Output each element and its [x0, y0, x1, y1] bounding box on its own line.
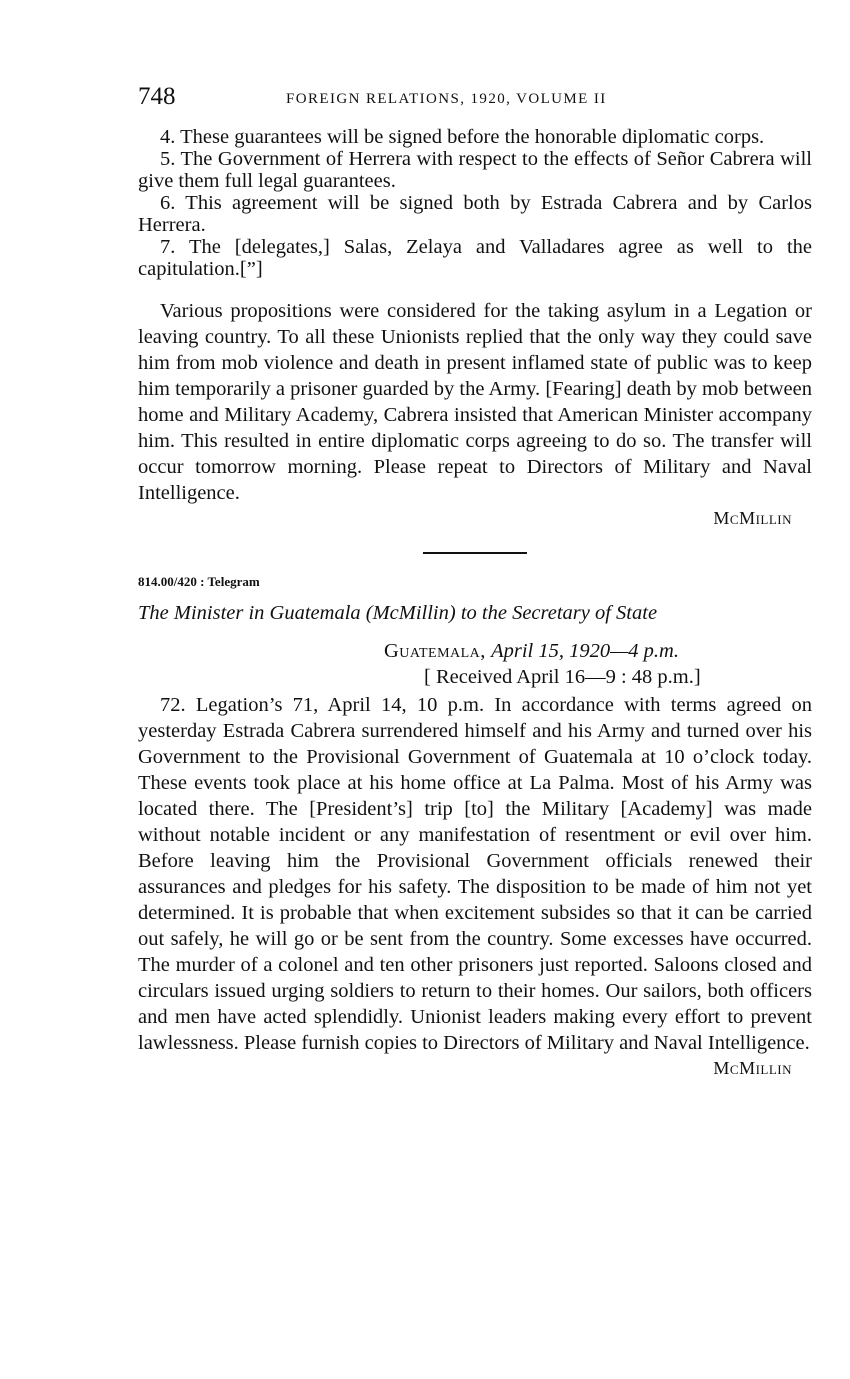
list-item: 7. The [delegates,] Salas, Zelaya and Valladares agree as well to the capitulation.[”] [138, 236, 812, 280]
running-head [138, 82, 812, 116]
signature: McMillin [713, 508, 792, 528]
list-item: 6. This agreement will be signed both by Estrada Cabrera and by Carlos Herrera. [138, 192, 812, 236]
document-title: The Minister in Guatemala (McMillin) to the Secretary of State [138, 602, 658, 624]
dateline [384, 638, 812, 664]
numbered-list [138, 126, 812, 280]
dateline-date: April 15, 1920—4 p.m. [491, 640, 679, 662]
paragraph-body: Various propositions were considered for the taking asylum in a Legation or leaving country. To all these Unionists replied that the only way they could save him from mob violence and death in present inflamed state of public was to keep him temporarily a prisoner guarded by the Army. [Fearing] death by mob between home and Military Academy, Cabrera insisted that American Minister accompany him. This resulted in entire diplomatic corps agreeing to do so. The transfer will occur tomorrow morning. Please repeat to Directors of Military and Naval Intelligence. [138, 300, 812, 504]
received-note: [ Received April 16—9 : 48 p.m.] [424, 666, 701, 688]
document-page [138, 82, 812, 1080]
file-reference: 814.00/420 : Telegram [138, 574, 260, 589]
paragraph-body: 72. Legation’s 71, April 14, 10 p.m. In accordance with terms agreed on yesterday Estrada Cabrera surrendered himself and his Army and turned over his Government to the Provisional Government of Guatemala at 10 o’clock today. These events took place at his home office at La Palma. Most of his Army was located there. The [President’s] trip [to] the Military [Academy] was made without notable incident or any manifestation of resentment or evil over him. Before leaving him the Provisional Government officials renewed their assurances and pledges for his safety. The disposition to be made of him not yet determined. It is probable that when excitement subsides so that it can be carried out safely, he will go or be sent from the country. Some excesses have occurred. The murder of a colonel and ten other prisoners just reported. Saloons closed and circulars issued urging soldiers to return to their homes. Our sailors, both officers and men have acted splendidly. Unionist leaders making every effort to prevent lawlessness. Please furnish copies to Directors of Military and Naval Intelligence. [138, 694, 812, 1054]
list-item: 4. These guarantees will be signed before the honorable diplomatic corps. [160, 126, 765, 148]
section-divider [423, 552, 527, 554]
signature: McMillin [713, 1058, 792, 1078]
list-item: 5. The Government of Herrera with respect to the effects of Señor Cabrera will give them full legal guarantees. [138, 148, 812, 192]
running-title: FOREIGN RELATIONS, 1920, VOLUME II [286, 91, 607, 107]
dateline-place: Guatemala, [384, 640, 486, 662]
page-number: 748 [138, 83, 176, 110]
